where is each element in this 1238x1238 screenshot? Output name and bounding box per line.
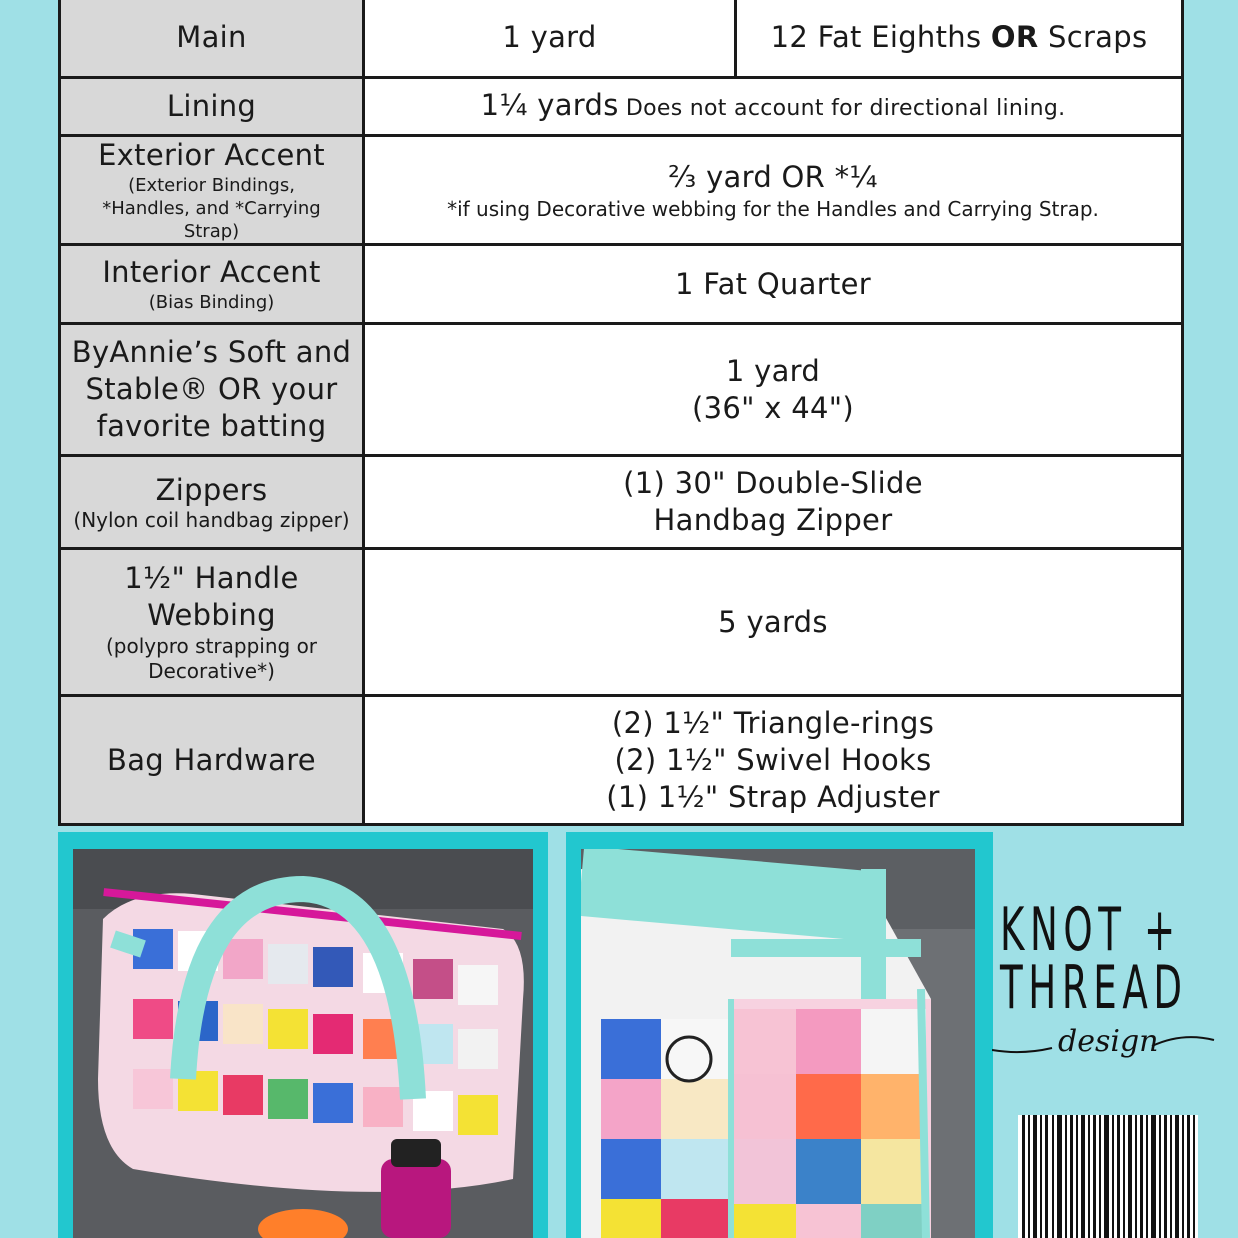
row-label-interior-accent: Interior Accent (Bias Binding) xyxy=(60,245,364,324)
value-bag-hardware: (2) 1½" Triangle-rings (2) 1½" Swivel Hooks (1) 1½" Strap Adjuster xyxy=(364,696,1183,825)
value-interior-accent: 1 Fat Quarter xyxy=(364,245,1183,324)
table-row xyxy=(60,549,1183,696)
fabric-requirements-table xyxy=(58,0,1184,826)
table-row xyxy=(60,456,1183,549)
row-label-lining: Lining xyxy=(60,78,364,136)
table-row xyxy=(60,136,1183,245)
row-label-bag-hardware: Bag Hardware xyxy=(60,696,364,825)
table-row xyxy=(60,78,1183,136)
row-label-main: Main xyxy=(60,0,364,78)
value-main-yardage: 1 yard xyxy=(364,0,736,78)
table-row xyxy=(60,0,1183,78)
table-row xyxy=(60,324,1183,456)
row-label-exterior-accent: Exterior Accent (Exterior Bindings, *Handles, and *Carrying Strap) xyxy=(60,136,364,245)
duffle-bag-illustration-right xyxy=(581,849,975,1238)
value-handle-webbing: 5 yards xyxy=(364,549,1183,696)
knot-thread-logo: KNOT + THREAD design xyxy=(1000,900,1230,1018)
value-batting: 1 yard (36" x 44") xyxy=(364,324,1183,456)
duffle-bag-photo-left xyxy=(73,849,533,1238)
duffle-bag-illustration-left xyxy=(73,849,533,1238)
row-label-handle-webbing: 1½" Handle Webbing (polypro strapping or Decorative*) xyxy=(60,549,364,696)
value-zippers: (1) 30" Double-Slide Handbag Zipper xyxy=(364,456,1183,549)
value-main-scraps: 12 Fat Eighths OR Scraps xyxy=(736,0,1183,78)
table-row xyxy=(60,245,1183,324)
row-label-zippers: Zippers (Nylon coil handbag zipper) xyxy=(60,456,364,549)
duffle-bag-photo-right xyxy=(581,849,975,1238)
table-row xyxy=(60,696,1183,825)
row-label-batting: ByAnnie’s Soft and Stable® OR your favorite batting xyxy=(60,324,364,456)
barcode-icon xyxy=(1018,1115,1198,1238)
value-exterior-accent: ⅔ yard OR *¼ *if using Decorative webbing for the Handles and Carrying Strap. xyxy=(364,136,1183,245)
barcode xyxy=(1018,1115,1198,1238)
value-lining: 1¼ yards Does not account for directional lining. xyxy=(364,78,1183,136)
